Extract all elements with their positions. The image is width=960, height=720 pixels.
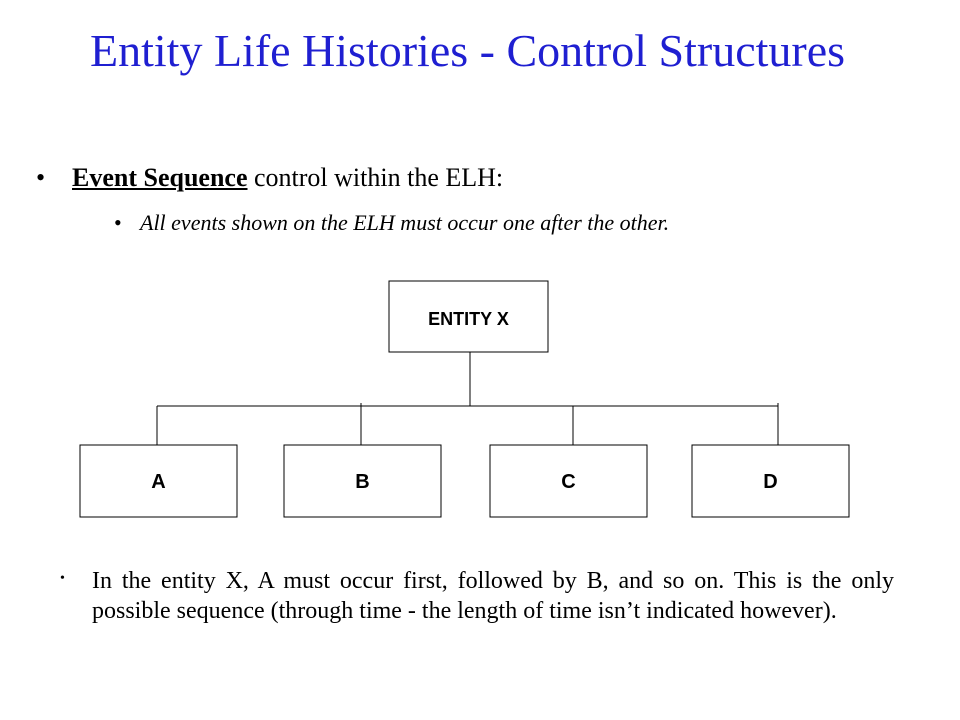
- bullet-dot-icon: •: [114, 210, 122, 235]
- note-bullet: [60, 566, 900, 626]
- event-label-b: B: [355, 471, 370, 493]
- event-label-c: C: [561, 471, 576, 493]
- sub-bullet-text: All events shown on the ELH must occur one after the other.: [140, 210, 670, 235]
- bullet-dot-icon: •: [36, 163, 46, 192]
- slide-title: Entity Life Histories - Control Structures: [90, 25, 846, 76]
- event-label-a: A: [151, 471, 166, 493]
- event-label-d: D: [763, 471, 778, 493]
- event-sequence-term: Event Sequence: [72, 163, 248, 192]
- entity-root-label: ENTITY X: [428, 309, 509, 329]
- bullet-dot-icon: •: [60, 571, 65, 586]
- note-text: In the entity X, A must occur first, followed by B, and so on. This is the only possible sequence (through time - the length of time isn’t indicated however).: [92, 568, 894, 624]
- main-bullet-rest: control within the ELH:: [247, 163, 504, 192]
